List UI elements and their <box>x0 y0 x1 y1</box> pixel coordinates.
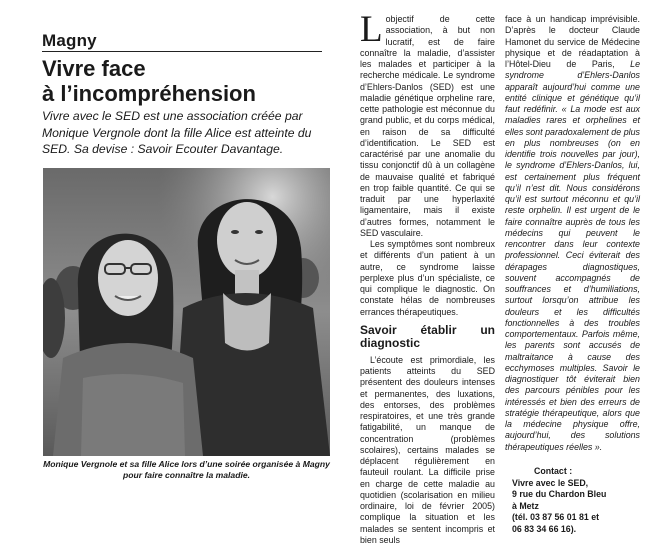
lede: Vivre avec le SED est une association créée par Monique Vergnole dont la fille Alice est atteinte du SED. Sa devise : Savoir Ecouter Davantage. <box>42 109 312 156</box>
section-kicker: Magny <box>42 32 322 52</box>
paragraph-listening: L’écoute est primordiale, les patients atteints du SED présentent des douleurs intenses et permanentes, des luxations, des entorses, des problèmes respiratoires, et une très grande fatigabilité, un manque de concentration (problèmes scolaires), certains malades se déplacent régulièrement en fauteuil roulant. La difficile prise en charge de cette maladie au quotidien (scolarisation en milieu ordinaire, loi de février 2005) complique la situation et les malades se sentent incompris et bien seuls <box>360 354 495 545</box>
contact-street: 9 rue du Chardon Bleu <box>512 489 607 499</box>
body-column-2 <box>505 14 640 453</box>
photo-caption: Monique Vergnole et sa fille Alice lors d’une soirée organisée à Magny pour faire connaître la maladie. <box>43 459 330 480</box>
doctor-quote: Le syndrome d’Ehlers-Danlos apparaît aujourd’hui comme une entité clinique et génétique qu’il faut redéfinir. « La mode est aux maladies rares et orphelines et elles sont paradoxalement de plus en plus nombreuses (on en identifie trois nouvelles par jour), le syndrome d’Ehlers-Danlos, lui, est certainement plus fréquent qu’il n’est dit. Nous considérons qu’il est surtout méconnu et qu’il reste orphelin. Il est urgent de le faire connaître auprès de tous les médecins qui peuvent le rencontrer dans leur contexte professionnel. Ceci éviterait des dérapages diagnostiques, souvent accompagnés de souffrances et d’humiliations, surtout lorsqu’on attribue les douleurs et les difficultés fonctionnelles à des troubles comportementaux. Parfois même, les parents sont accusés de maltraitance à cause des ecchymoses multiples. Savoir le diagnostiquer tôt éviterait bien des parcours pénibles pour les intéressés et bien des erreurs de stratégie thérapeutique, alors que la médecine physique offre, aujourd’hui, des solutions thérapeutiques réelles ». <box>505 59 641 452</box>
paragraph-continued-text: face à un handicap imprévisible. D’après le docteur Claude Hamonet du service de Médecine physique et de réadaptation à l’Hôtel-Dieu de Paris, <box>505 14 640 69</box>
article-photo <box>43 168 330 456</box>
headline-line-1: Vivre face <box>42 56 146 81</box>
contact-organisation: Vivre avec le SED, <box>512 477 589 488</box>
paragraph-symptoms: Les symptômes sont nombreux et différents d’un patient à un autre, ce syndrome laisse perplexe plus d’un spécialiste, ce qui complique le diagnostic. On constate hélas de nombreuses errances thérapeutiques. <box>360 239 495 317</box>
paragraph-intro <box>360 9 495 239</box>
body-column-1 <box>360 9 495 546</box>
headline <box>42 56 332 106</box>
contact-phone-2: 06 83 34 66 16). <box>512 523 577 534</box>
paragraph-intro-text: objectif de cette association, à but non lucratif, est de faire connaître la maladie, d’assister les malades et participer à la recherche médicale. Le syndrome d’Ehlers-Danlos (SED) est une maladie génétique orpheline rare, cette pathologie est méconnue du grand public, et du corps médical, en raison de sa difficulté d’identification. Le SED est caractérisé par une anomalie du tissu conjonctif dû à un collagène de mauvaise qualité et fabriqué en trop faible quantité. Ce qui se traduit par une hyperlaxité ligamentaire, mais il existe d’autres formes, notamment le SED vasculaire. <box>360 14 495 238</box>
contact-title: Contact : <box>534 466 573 476</box>
contact-city: à Metz <box>512 500 539 511</box>
subheading: Savoir établir un diagnostic <box>360 322 495 351</box>
paragraph-continued <box>505 14 640 453</box>
contact-box <box>512 466 642 535</box>
headline-line-2: à l’incompréhension <box>42 81 256 106</box>
drop-cap: L <box>360 9 383 50</box>
contact-phone-1: (tél. 03 87 56 01 81 et <box>512 512 600 522</box>
